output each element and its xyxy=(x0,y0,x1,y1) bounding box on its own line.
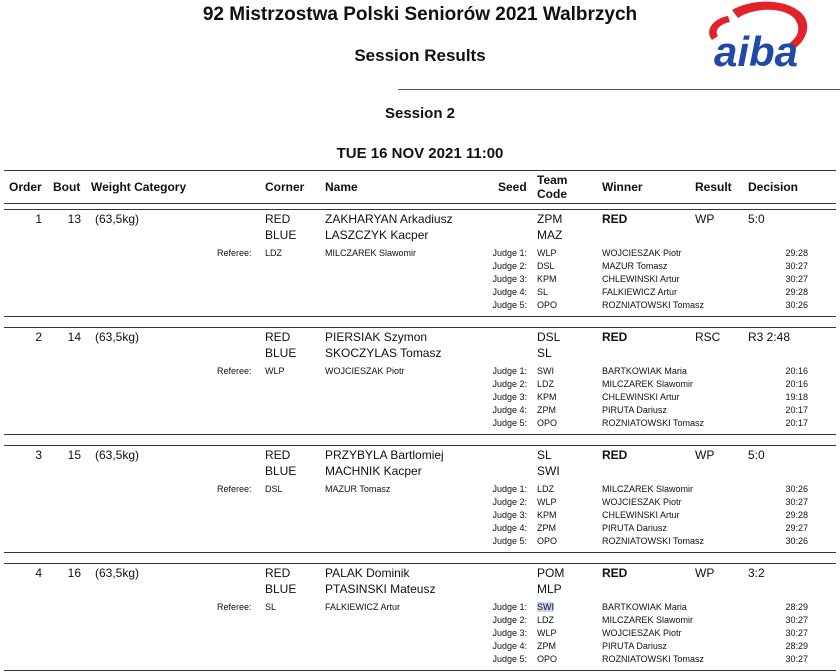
decision: 5:0 xyxy=(748,448,765,462)
judge-label: Judge 2: xyxy=(492,261,527,271)
winner: RED xyxy=(602,566,628,580)
judge-code: WLP xyxy=(537,497,557,507)
judge-score: 20:17 xyxy=(785,418,808,428)
judge-name: BARTKOWIAK Maria xyxy=(602,366,687,376)
blue-team-code: SL xyxy=(537,346,552,360)
judge-score: 30:26 xyxy=(785,536,808,546)
red-corner-label: RED xyxy=(265,330,291,344)
winner: RED xyxy=(602,212,628,226)
judge-score: 20:17 xyxy=(785,405,808,415)
col-seed: Seed xyxy=(498,180,527,194)
blue-corner-label: BLUE xyxy=(265,346,297,360)
judge-score: 28:29 xyxy=(785,602,808,612)
judge-label: Judge 1: xyxy=(492,248,527,258)
col-weight: Weight Category xyxy=(91,180,187,194)
red-team-code: ZPM xyxy=(537,212,563,226)
judge-score: 30:27 xyxy=(785,497,808,507)
referee-code: SL xyxy=(265,602,277,612)
result: WP xyxy=(695,212,715,226)
judge-name: MILCZAREK Slawomir xyxy=(602,615,694,625)
judge-code: OPO xyxy=(537,654,558,664)
referee-label: Referee: xyxy=(217,248,252,258)
judge-label: Judge 5: xyxy=(492,536,527,546)
weight-category: (63,5kg) xyxy=(95,212,140,226)
bout-number: 14 xyxy=(67,330,81,344)
judge-name: ROZNIATOWSKI Tomasz xyxy=(602,654,705,664)
col-winner: Winner xyxy=(602,180,643,194)
judge-score: 19:18 xyxy=(785,392,808,402)
decision: 3:2 xyxy=(748,566,765,580)
referee-name: MILCZAREK Slawomir xyxy=(325,248,417,258)
bout-block xyxy=(4,563,836,671)
judge-name: CHLEWINSKI Artur xyxy=(602,392,680,402)
judge-code: ZPM xyxy=(537,405,556,415)
judge-name: FALKIEWICZ Artur xyxy=(602,287,678,297)
bout-block xyxy=(4,445,836,553)
session-label: Session 2 xyxy=(384,105,456,122)
judge-score: 30:27 xyxy=(785,654,808,664)
bout-order: 4 xyxy=(35,566,42,580)
winner: RED xyxy=(602,448,628,462)
judge-name: BARTKOWIAK Maria xyxy=(602,602,687,612)
judge-code: DSL xyxy=(537,261,555,271)
judge-label: Judge 3: xyxy=(492,510,527,520)
red-team-code: POM xyxy=(537,566,565,580)
judge-label: Judge 4: xyxy=(492,641,527,651)
judge-score: 29:28 xyxy=(785,248,808,258)
judge-code: LDZ xyxy=(537,484,555,494)
judge-name: PIRUTA Dariusz xyxy=(602,405,667,415)
judge-name: WOJCIESZAK Piotr xyxy=(602,497,682,507)
blue-corner-label: BLUE xyxy=(265,464,297,478)
red-boxer-name: ZAKHARYAN Arkadiusz xyxy=(325,212,453,226)
referee-label: Referee: xyxy=(217,484,252,494)
referee-code: DSL xyxy=(265,484,283,494)
col-corner: Corner xyxy=(265,180,305,194)
judge-name: CHLEWINSKI Artur xyxy=(602,274,680,284)
judge-score: 29:27 xyxy=(785,523,808,533)
weight-category: (63,5kg) xyxy=(95,330,140,344)
judge-code: ZPM xyxy=(537,523,556,533)
judge-code: WLP xyxy=(537,248,557,258)
judge-code: LDZ xyxy=(537,615,555,625)
red-team-code: DSL xyxy=(537,330,561,344)
judge-score: 29:28 xyxy=(785,510,808,520)
red-corner-label: RED xyxy=(265,566,291,580)
blue-boxer-name: SKOCZYLAS Tomasz xyxy=(325,346,442,360)
judge-score: 30:26 xyxy=(785,300,808,310)
judge-label: Judge 3: xyxy=(492,628,527,638)
weight-category: (63,5kg) xyxy=(95,448,140,462)
blue-team-code: MAZ xyxy=(537,228,563,242)
judge-name: ROZNIATOWSKI Tomasz xyxy=(602,300,705,310)
judge-score: 28:29 xyxy=(785,641,808,651)
decision: 5:0 xyxy=(748,212,765,226)
red-boxer-name: PALAK Dominik xyxy=(325,566,410,580)
logo-text: aiba xyxy=(714,28,799,75)
judge-name: PIRUTA Dariusz xyxy=(602,641,667,651)
blue-team-code: MLP xyxy=(537,582,562,596)
judge-label: Judge 3: xyxy=(492,392,527,402)
judge-name: ROZNIATOWSKI Tomasz xyxy=(602,418,705,428)
blue-corner-label: BLUE xyxy=(265,582,297,596)
judge-code: OPO xyxy=(537,300,558,310)
col-decision: Decision xyxy=(748,180,799,194)
judge-label: Judge 3: xyxy=(492,274,527,284)
judge-code: LDZ xyxy=(537,379,555,389)
judge-name: MAZUR Tomasz xyxy=(602,261,668,271)
bout-block xyxy=(4,209,836,317)
judge-label: Judge 5: xyxy=(492,654,527,664)
blue-boxer-name: MACHNIK Kacper xyxy=(325,464,422,478)
referee-code: WLP xyxy=(265,366,285,376)
judge-name: ROZNIATOWSKI Tomasz xyxy=(602,536,705,546)
judge-code: SWI xyxy=(537,602,554,612)
blue-boxer-name: PTASINSKI Mateusz xyxy=(325,582,436,596)
col-order: Order xyxy=(9,180,42,194)
weight-category: (63,5kg) xyxy=(95,566,140,580)
blue-corner-label: BLUE xyxy=(265,228,297,242)
judge-code: KPM xyxy=(537,392,557,402)
judge-name: WOJCIESZAK Piotr xyxy=(602,248,682,258)
judge-label: Judge 1: xyxy=(492,602,527,612)
judge-label: Judge 5: xyxy=(492,418,527,428)
judge-code: KPM xyxy=(537,274,557,284)
referee-label: Referee: xyxy=(217,366,252,376)
col-team-code: Team Code xyxy=(537,173,568,201)
result: RSC xyxy=(695,330,721,344)
judge-label: Judge 1: xyxy=(492,484,527,494)
judge-label: Judge 2: xyxy=(492,379,527,389)
judge-name: PIRUTA Dariusz xyxy=(602,523,667,533)
session-datetime: TUE 16 NOV 2021 11:00 xyxy=(336,145,504,162)
judge-name: MILCZAREK Slawomir xyxy=(602,484,694,494)
red-team-code: SL xyxy=(537,448,552,462)
judge-label: Judge 4: xyxy=(492,523,527,533)
judge-label: Judge 5: xyxy=(492,300,527,310)
judge-label: Judge 1: xyxy=(492,366,527,376)
red-corner-label: RED xyxy=(265,448,291,462)
judge-score: 30:27 xyxy=(785,261,808,271)
col-bout: Bout xyxy=(53,180,81,194)
bout-number: 15 xyxy=(67,448,81,462)
blue-boxer-name: LASZCZYK Kacper xyxy=(325,228,429,242)
referee-label: Referee: xyxy=(217,602,252,612)
judge-name: CHLEWINSKI Artur xyxy=(602,510,680,520)
col-result: Result xyxy=(695,180,732,194)
result: WP xyxy=(695,566,715,580)
referee-name: FALKIEWICZ Artur xyxy=(325,602,401,612)
judge-score: 20:16 xyxy=(785,366,808,376)
judge-label: Judge 2: xyxy=(492,615,527,625)
judge-code: OPO xyxy=(537,536,558,546)
judge-label: Judge 2: xyxy=(492,497,527,507)
judge-score: 30:26 xyxy=(785,484,808,494)
judge-score: 20:16 xyxy=(785,379,808,389)
judge-code: OPO xyxy=(537,418,558,428)
red-boxer-name: PIERSIAK Szymon xyxy=(325,330,428,344)
bout-order: 1 xyxy=(35,212,42,226)
bout-block xyxy=(4,327,836,435)
document-title: 92 Mistrzostwa Polski Seniorów 2021 Walbrzych xyxy=(202,4,638,25)
bout-order: 2 xyxy=(35,330,42,344)
judge-label: Judge 4: xyxy=(492,287,527,297)
judge-score: 29:28 xyxy=(785,287,808,297)
judge-score: 30:27 xyxy=(785,628,808,638)
red-boxer-name: PRZYBYLA Bartlomiej xyxy=(325,448,444,462)
judge-score: 30:27 xyxy=(785,615,808,625)
judge-label: Judge 4: xyxy=(492,405,527,415)
aiba-logo xyxy=(692,0,822,78)
winner: RED xyxy=(602,330,628,344)
result: WP xyxy=(695,448,715,462)
document-subtitle: Session Results xyxy=(354,46,486,65)
table-header xyxy=(4,170,836,204)
judge-code: SL xyxy=(537,287,549,297)
bout-number: 13 xyxy=(67,212,81,226)
judge-score: 30:27 xyxy=(785,274,808,284)
bout-number: 16 xyxy=(67,566,81,580)
bout-order: 3 xyxy=(35,448,42,462)
judge-name: MILCZAREK Slawomir xyxy=(602,379,694,389)
referee-code: LDZ xyxy=(265,248,283,258)
referee-name: MAZUR Tomasz xyxy=(325,484,391,494)
red-corner-label: RED xyxy=(265,212,291,226)
judge-code: SWI xyxy=(537,366,554,376)
judge-code: WLP xyxy=(537,628,557,638)
header-divider xyxy=(398,89,840,90)
blue-team-code: SWI xyxy=(537,464,560,478)
judge-code: ZPM xyxy=(537,641,556,651)
decision: R3 2:48 xyxy=(748,330,791,344)
judge-name: WOJCIESZAK Piotr xyxy=(602,628,682,638)
col-name: Name xyxy=(325,180,358,194)
referee-name: WOJCIESZAK Piotr xyxy=(325,366,405,376)
judge-code: KPM xyxy=(537,510,557,520)
